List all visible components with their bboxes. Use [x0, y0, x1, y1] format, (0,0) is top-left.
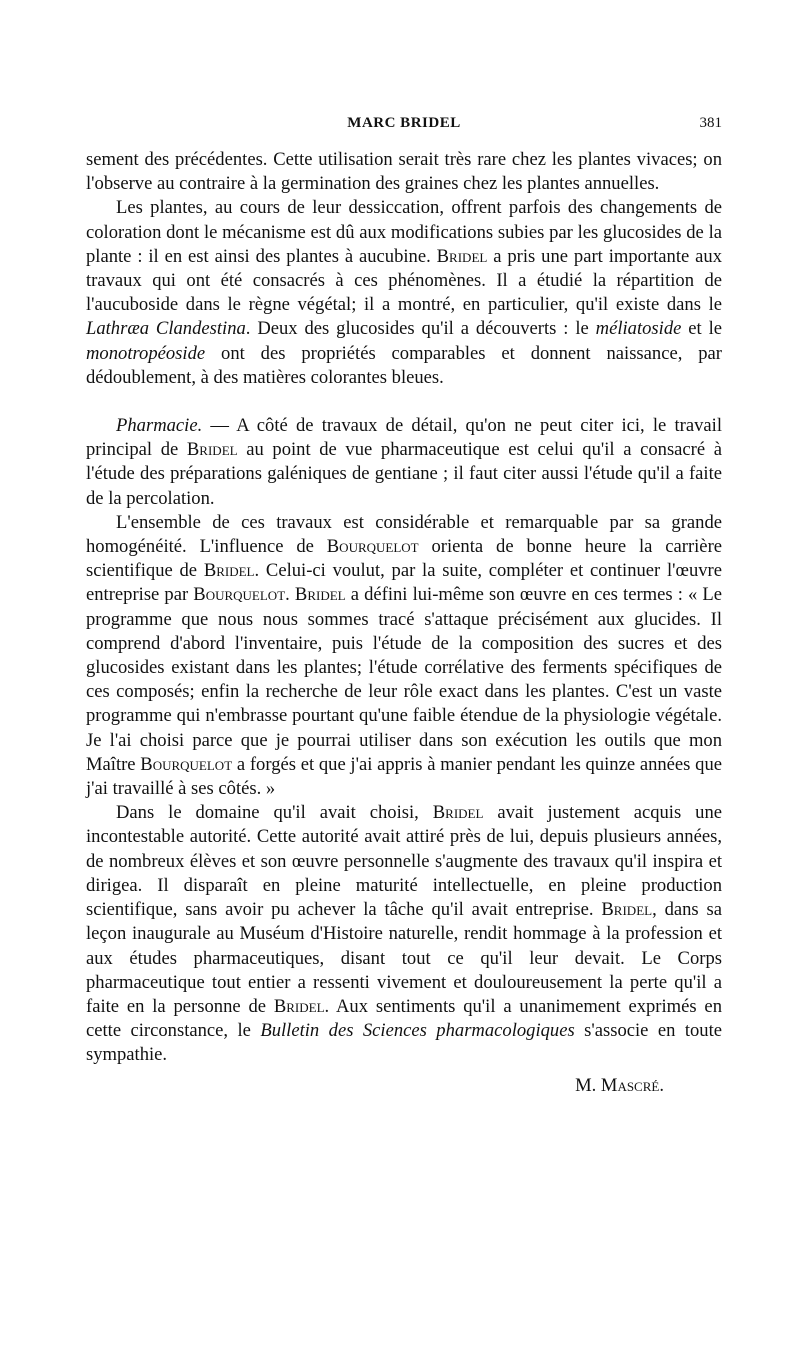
page-number: 381	[699, 115, 722, 131]
text-run: orienta de bonne heure la carrière scientifique de	[86, 536, 723, 582]
glucoside-name: monotropéoside	[86, 342, 206, 364]
author-name: Bridel	[436, 245, 488, 267]
text-run: . Deux des glucosides qu'il a découverts : le	[245, 318, 596, 340]
journal-title: Bulletin des Sciences pharmacologiques	[260, 1020, 575, 1042]
signature-initial: M.	[575, 1074, 597, 1096]
author-name: Bridel	[601, 899, 653, 921]
page-header	[86, 115, 722, 137]
text-run: — A côté de travaux de détail, qu'on ne peut citer ici, le travail principal de	[86, 415, 722, 461]
section-gap	[86, 390, 722, 414]
text-run: Dans le domaine qu'il avait choisi,	[116, 802, 433, 824]
text-run: avait justement acquis une incontestable autorité. Cette autorité avait attiré près de lui, depuis plusieurs années, de nombreux élèves et son œuvre personnelle s'augmente des travaux qu'il inspira et dirigea. Il disparaît en pleine maturité intellectuelle, en pleine production scientifique, sans avoir pu achever la tâche qu'il avait entreprise.	[86, 802, 722, 921]
signature-name: Mascré.	[600, 1074, 664, 1096]
section-heading: Pharmacie.	[116, 415, 203, 437]
glucoside-name: méliatoside	[595, 318, 682, 340]
article-body	[86, 148, 722, 1098]
author-name: Bridel	[294, 584, 346, 606]
text-run: et le	[681, 318, 722, 340]
text-run: a forgés et que j'ai appris à manier pendant les quinze années que j'ai travaillé à ses côtés. »	[86, 753, 722, 800]
species-name: Lathræa Clandestina	[86, 318, 246, 340]
text-run: L'ensemble de ces travaux est considérable et remarquable par sa grande homogénéité. L'influence de	[86, 511, 722, 558]
text-run: Les plantes, au cours de leur dessiccation, offrent parfois des changements de coloration dont le mécanisme est dû aux modifications subies par les glucosides de la plante : il en est ainsi des plantes à aucubine.	[86, 197, 722, 267]
running-title: MARC BRIDEL	[347, 115, 461, 131]
author-name: Bridel	[203, 560, 255, 582]
signature	[86, 1074, 722, 1098]
text-run: s'associe en toute sympathie.	[86, 1020, 723, 1066]
paragraph-dessiccation	[86, 196, 722, 390]
author-name: Bourquelot	[140, 753, 233, 775]
author-name: Bridel	[273, 995, 325, 1017]
author-name: Bridel	[186, 439, 238, 461]
text-run: , dans sa leçon inaugurale au Muséum d'Histoire naturelle, rendit hommage à la profession et aux études pharmaceutiques, disant tout ce qu'il leur devait. Le Corps pharmaceutique tout entier a ressenti vivement et douloureusement la perte qu'il a faite en la personne de	[86, 899, 722, 1017]
author-name: Bourquelot	[193, 584, 286, 606]
text-run: a pris une part importante aux travaux qui ont été consacrés à ces phénomènes. Il a étudié la répartition de l'aucuboside dans le règne végétal; il a montré, en particulier, qu'il existe dans le	[86, 245, 722, 316]
text-run: . Aux sentiments qu'il a unanimement exprimés en cette circonstance, le	[86, 995, 722, 1042]
paragraph-pharmacie	[86, 414, 722, 511]
author-name: Bridel	[432, 802, 484, 824]
text-run: ont des propriétés comparables et donnent naissance, par dédoublement, à des matières colorantes bleues.	[86, 342, 722, 388]
text-run: au point de vue pharmaceutique est celui qu'il a consacré à l'étude des préparations galéniques de gentiane ; il faut citer aussi l'étude qu'il a faite de la percolation.	[86, 439, 723, 509]
text-run: . Celui-ci voulut, par la suite, compléter et continuer l'œuvre entreprise par	[86, 560, 722, 606]
paragraph-continuation: sement des précédentes. Cette utilisation serait très rare chez les plantes vivaces; on l'observe au contraire à la germination des graines chez les plantes annuelles.	[86, 149, 722, 195]
paragraph-ensemble	[86, 511, 722, 801]
paragraph-domaine	[86, 801, 722, 1067]
text-run: a défini lui-même son œuvre en ces termes : « Le programme que nous nous sommes tracé s'attaque précisément aux glucides. Il comprend d'abord l'inventaire, puis l'étude de la composition des sucres et des glucosides existant dans les plantes; l'étude corrélative des ferments spécifiques de ces composés; enfin la recherche de leur rôle exact dans les plantes. C'est un vaste programme qui n'embrasse pourtant qu'une faible étendue de la physiologie végétale. Je l'ai choisi parce que je pourrai utiliser dans son exécution les outils que mon Maître	[86, 584, 723, 775]
text-run: .	[285, 584, 295, 606]
author-name: Bourquelot	[326, 536, 419, 558]
